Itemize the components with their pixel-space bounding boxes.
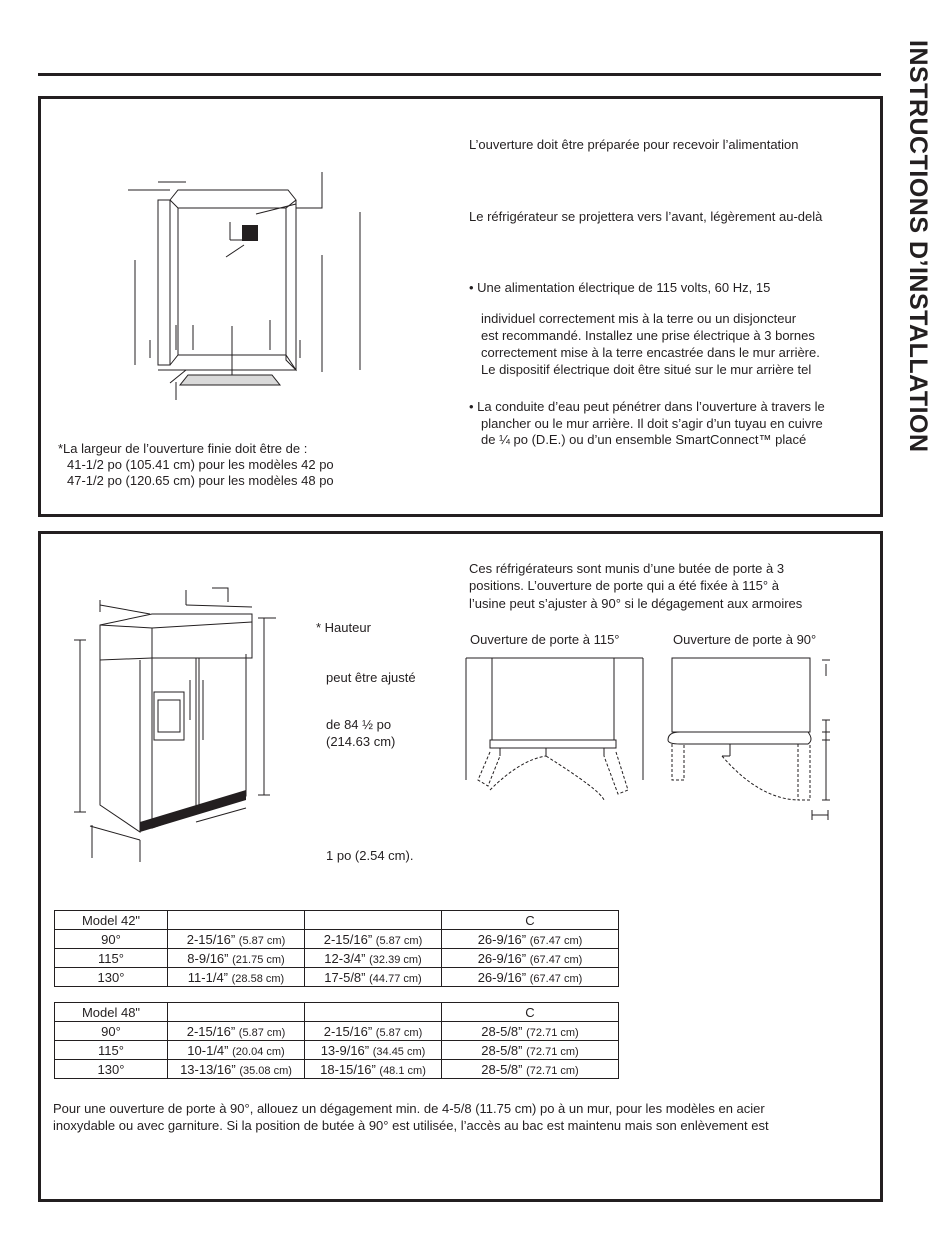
table-row xyxy=(55,949,619,968)
col-b-header xyxy=(305,911,442,930)
angle-cell: 115° xyxy=(55,949,168,968)
value-cell: 26-9/16” (67.47 cm) xyxy=(442,968,619,987)
table-model-48 xyxy=(54,1002,619,1079)
value-cell: 11-1/4” (28.58 cm) xyxy=(168,968,305,987)
angle-cell: 90° xyxy=(55,1022,168,1041)
value-cell: 2-15/16” (5.87 cm) xyxy=(168,930,305,949)
water-line-3: de ¼ po (D.E.) ou d’un ensemble SmartConnect™ placé xyxy=(481,432,807,447)
side-title: INSTRUCTIONS D’INSTALLATION xyxy=(904,40,932,453)
electrical-line-3: est recommandé. Installez une prise électrique à 3 bornes xyxy=(481,328,815,343)
angle-cell: 115° xyxy=(55,1041,168,1060)
door-90-label: Ouverture de porte à 90° xyxy=(673,632,817,647)
height-note: * Hauteur xyxy=(316,620,371,635)
value-cell: 12-3/4” (32.39 cm) xyxy=(305,949,442,968)
col-b-header xyxy=(305,1003,442,1022)
electrical-line-5: Le dispositif électrique doit être situé sur le mur arrière tel xyxy=(481,362,812,377)
table-header xyxy=(55,1003,619,1022)
clearance-note-2: inoxydable ou avec garniture. Si la position de butée à 90° est utilisée, l’accès au bac est maintenu mais son enlèvement est xyxy=(53,1118,769,1133)
clearance-note-1: Pour une ouverture de porte à 90°, allouez un dégagement min. de 4-5/8 (11.75 cm) po à un mur, pour les modèles en acier xyxy=(53,1101,765,1116)
para-opening-prep: L’ouverture doit être préparée pour recevoir l’alimentation xyxy=(469,137,799,152)
value-cell: 18-15/16” (48.1 cm) xyxy=(305,1060,442,1079)
col-c-header: C xyxy=(442,911,619,930)
table-row xyxy=(55,930,619,949)
electrical-line-2: individuel correctement mis à la terre ou un disjoncteur xyxy=(481,311,797,326)
bullet-water-line: • La conduite d’eau peut pénétrer dans l’ouverture à travers le xyxy=(469,399,825,414)
col-a-header xyxy=(168,1003,305,1022)
angle-cell: 130° xyxy=(55,1060,168,1079)
value-cell: 10-1/4” (20.04 cm) xyxy=(168,1041,305,1060)
bullet-electrical: • Une alimentation électrique de 115 volts, 60 Hz, 15 xyxy=(469,280,771,295)
door-stop-intro-3: l’usine peut s’ajuster à 90° si le dégagement aux armoires xyxy=(469,596,803,611)
table-row xyxy=(55,1022,619,1041)
value-cell: 26-9/16” (67.47 cm) xyxy=(442,930,619,949)
water-line-2: plancher ou le mur arrière. Il doit s’agir d’un tuyau en cuivre xyxy=(481,416,823,431)
angle-cell: 90° xyxy=(55,930,168,949)
value-cell: 2-15/16” (5.87 cm) xyxy=(305,930,442,949)
table-model-42 xyxy=(54,910,619,987)
value-cell: 28-5/8” (72.71 cm) xyxy=(442,1022,619,1041)
opening-width-note: *La largeur de l’ouverture finie doit être de : xyxy=(58,441,308,456)
door-stop-intro-2: positions. L’ouverture de porte qui a été fixée à 115° à xyxy=(469,578,779,593)
electrical-line-4: correctement mise à la terre encastrée dans le mur arrière. xyxy=(481,345,820,360)
angle-cell: 130° xyxy=(55,968,168,987)
value-cell: 28-5/8” (72.71 cm) xyxy=(442,1041,619,1060)
value-cell: 13-13/16” (35.08 cm) xyxy=(168,1060,305,1079)
value-cell: 2-15/16” (5.87 cm) xyxy=(168,1022,305,1041)
col-c-header: C xyxy=(442,1003,619,1022)
col-a-header xyxy=(168,911,305,930)
value-cell: 2-15/16” (5.87 cm) xyxy=(305,1022,442,1041)
value-cell: 8-9/16” (21.75 cm) xyxy=(168,949,305,968)
door-115-label: Ouverture de porte à 115° xyxy=(470,632,620,647)
adjustable-note: peut être ajusté xyxy=(326,670,416,685)
model-cell: Model 48" xyxy=(55,1003,168,1022)
opening-width-42: 41-1/2 po (105.41 cm) pour les modèles 42 po xyxy=(67,457,334,472)
model-cell: Model 42" xyxy=(55,911,168,930)
opening-width-48: 47-1/2 po (120.65 cm) pour les modèles 48 po xyxy=(67,473,334,488)
value-cell: 13-9/16” (34.45 cm) xyxy=(305,1041,442,1060)
height-value: de 84 ½ po xyxy=(326,717,392,732)
value-cell: 26-9/16” (67.47 cm) xyxy=(442,949,619,968)
table-row xyxy=(55,1041,619,1060)
value-cell: 28-5/8” (72.71 cm) xyxy=(442,1060,619,1079)
height-value-cm: (214.63 cm) xyxy=(326,734,396,749)
table-header xyxy=(55,911,619,930)
table-row xyxy=(55,968,619,987)
value-cell: 17-5/8” (44.77 cm) xyxy=(305,968,442,987)
door-stop-intro-1: Ces réfrigérateurs sont munis d’une butée de porte à 3 xyxy=(469,561,785,576)
table-row xyxy=(55,1060,619,1079)
para-projection: Le réfrigérateur se projettera vers l’avant, légèrement au-delà xyxy=(469,209,823,224)
one-inch-note: 1 po (2.54 cm). xyxy=(326,848,414,863)
